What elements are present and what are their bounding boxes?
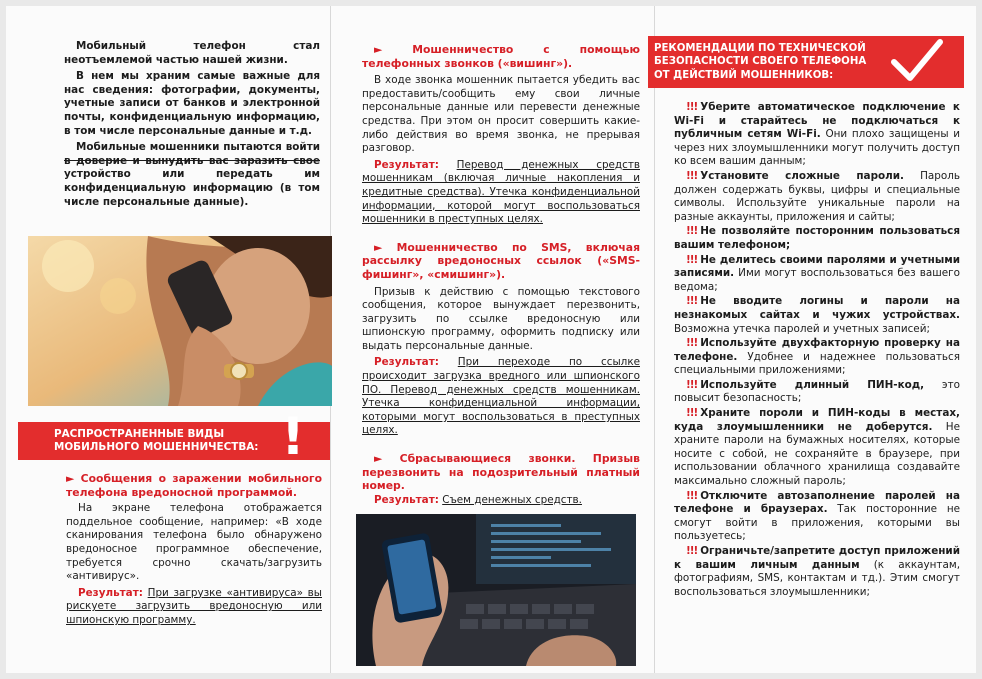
triple-exclamation-icon: !!! xyxy=(686,545,698,557)
rec-item-lead: Храните пороли и ПИН-коды в местах, куда злоумышленники не доберутся. xyxy=(674,407,960,433)
laptop-illustration xyxy=(356,514,636,666)
section-vishing-heading: ► Мошенничество с помощью телефонных звонков («вишинг»). xyxy=(362,43,640,70)
rec-item-lead: Используйте длинный ПИН-код, xyxy=(700,378,925,391)
rec-banner-line-1: РЕКОМЕНДАЦИИ ПО ТЕХНИЧЕСКОЙ xyxy=(654,43,866,54)
rec-item-lead: Отключите автозаполнение паролей на телефоне и браузерах. xyxy=(674,489,960,516)
section-malware-body: На экране телефона отображается поддельное сообщение, например: «В ходе сканирования телефона было обнаружено вредоносное программное обеспечение, требуется срочно скачать/загрузить «антивирус». xyxy=(66,502,322,583)
woman-on-phone-photo xyxy=(28,236,332,406)
exclamation-icon: ! xyxy=(281,407,305,467)
triple-exclamation-icon: !!! xyxy=(686,295,698,308)
recommendations-list xyxy=(674,101,960,600)
rec-item-passwords xyxy=(674,170,960,224)
rec-item-text: Ими могут воспользоваться без вашего ведома; xyxy=(674,267,960,293)
triple-exclamation-icon: !!! xyxy=(686,169,698,182)
triple-exclamation-icon: !!! xyxy=(686,337,698,350)
triple-exclamation-icon: !!! xyxy=(686,253,698,266)
triple-exclamation-icon: !!! xyxy=(686,407,698,420)
intro-paragraph-2: В нем мы храним самые важные для нас сведения: фотографии, документы, учетные записи от банков и электронной почты, конфиденциальную информацию, в том числе персональные данные и т.д. xyxy=(64,70,320,137)
intro-paragraph-1: Мобильный телефон стал неотъемлемой частью нашей жизни. xyxy=(64,40,320,66)
triple-exclamation-icon: !!! xyxy=(686,225,698,238)
triple-exclamation-icon: !!! xyxy=(686,489,698,502)
rec-banner-line-3: ОТ ДЕЙСТВИЙ МОШЕННИКОВ: xyxy=(654,69,834,81)
rec-item-lead: Установите сложные пароли. xyxy=(700,169,904,182)
rec-item-no-strangers xyxy=(674,225,960,252)
recommendations-banner xyxy=(648,36,964,88)
section-smishing-body: Призыв к действию с помощью текстового сообщения, которое вынуждает перезвонить, загрузить по ссылке вредоносную или шпионскую программу, оформить подписку или выдать персональные данные. xyxy=(362,285,640,352)
brochure-page xyxy=(6,6,976,673)
banner-title-line-1: РАСПРОСТРАНЕННЫЕ ВИДЫ xyxy=(54,428,225,440)
section-vishing-result: Результат: Перевод денежных средств мошенникам (включая личные накопления и кредитные средства). Утечка конфиденциальной информации, которой могут воспользоваться мошенники в преступных целях. xyxy=(362,158,640,226)
triple-exclamation-icon: !!! xyxy=(686,101,698,113)
hands-laptop-phone-photo xyxy=(356,514,636,666)
fraud-types-banner xyxy=(18,407,330,467)
rec-item-lead: Не вводите логины и пароли на незнакомых сайтах и чужих устройствах. xyxy=(674,295,960,321)
photo-illustration xyxy=(28,236,332,406)
section-malware-result: Результат: При загрузке «антивируса» вы рискуете загрузить вредоносную или шпионскую программу. xyxy=(66,586,322,626)
section-malware-heading: ► Сообщения о заражении мобильного телефона вредоносной программой. xyxy=(66,472,322,499)
rec-item-lead: Не позволяйте посторонним пользоваться вашим телефоном; xyxy=(674,225,960,251)
section-smishing-result: Результат: При переходе по ссылке происходит загрузка вредного или шпионского ПО. Перевод денежных средств мошенникам. Утечка конфиденциальной информации, которыми могут воспользоваться в преступных целях. xyxy=(362,356,640,437)
rec-item-lead: Уберите автоматическое подключение к Wi-Fi и старайтесь не подключаться к публичным сетям Wi-Fi. xyxy=(674,101,960,141)
rec-item-text: Не храните пароли на бумажных носителях, которые носите с собой, не сохраняйте в браузере, при использовании облачного хранилища создавайте максимально сложный пароль; xyxy=(674,420,961,488)
rec-item-text: это повысит безопасность; xyxy=(674,378,960,405)
triple-exclamation-icon: !!! xyxy=(686,378,698,391)
rec-item-text: Пароль должен содержать буквы, цифры и специальные символы. Используйте уникальные пароли на разные аккаунты, приложения и сайты; xyxy=(674,169,960,223)
rec-item-storage xyxy=(674,407,960,489)
rec-item-text: Возможна утечка паролей и учетных записей; xyxy=(674,322,930,335)
intro-paragraph-3: Мобильные мошенники пытаются войти в доверие и вынудить вас заразить свое устройство или передать им конфиденциальную информацию (в том числе персональные данные). xyxy=(64,141,320,208)
rec-item-wifi xyxy=(674,101,960,169)
rec-item-lead: Ограничьте/запретите доступ приложений к вашим личным данным xyxy=(674,545,960,571)
section-callback-heading: ► Сбрасывающиеся звонки. Призыв перезвонить на подозрительный платный номер. xyxy=(362,452,640,493)
rec-item-lead: Не делитесь своими паролями и учетными записями. xyxy=(674,253,960,280)
checkmark-icon xyxy=(888,38,944,86)
rec-item-text: Удобнее и надежнее пользоваться специальными приложениями; xyxy=(674,350,960,377)
rec-banner-line-2: БЕЗОПАСНОСТИ СВОЕГО ТЕЛЕФОНА xyxy=(654,56,867,68)
rec-item-unknown-sites xyxy=(674,295,960,336)
banner-title-line-2: МОБИЛЬНОГО МОШЕННИЧЕСТВА: xyxy=(54,441,259,454)
fold-line-right xyxy=(654,6,655,673)
rec-item-app-access xyxy=(674,545,960,599)
rec-item-text: Они плохо защищены и через них злоумышленники могут получить доступ ко всем вашим данным; xyxy=(674,128,960,168)
section-vishing-body: В ходе звонка мошенник пытается убедить вас предоставить/сообщить ему свои личные персональные данные или перевести денежные средства. При этом он просит совершить какие-либо действия во время звонка, не прерывая разговор. xyxy=(362,74,640,155)
rec-item-lead: Используйте двухфакторную проверку на телефоне. xyxy=(674,337,960,363)
rec-item-text: (к аккаунтам, фотографиям, SMS, контактам и тд.). Этим смогут воспользоваться злоумышленники; xyxy=(674,558,960,598)
section-callback-result: Результат: Съем денежных средств. xyxy=(374,493,582,506)
rec-item-autofill xyxy=(674,490,960,544)
rec-item-long-pin xyxy=(674,379,960,406)
rec-item-text: Так посторонние не смогут войти в приложения, которыми вы пользуетесь; xyxy=(674,503,961,543)
rec-item-no-sharing xyxy=(674,254,960,295)
section-smishing-heading: ► Мошенничество по SMS, включая рассылку вредоносных ссылок («SMS-фишинг», «смишинг»). xyxy=(362,240,640,281)
rec-item-2fa xyxy=(674,337,960,378)
